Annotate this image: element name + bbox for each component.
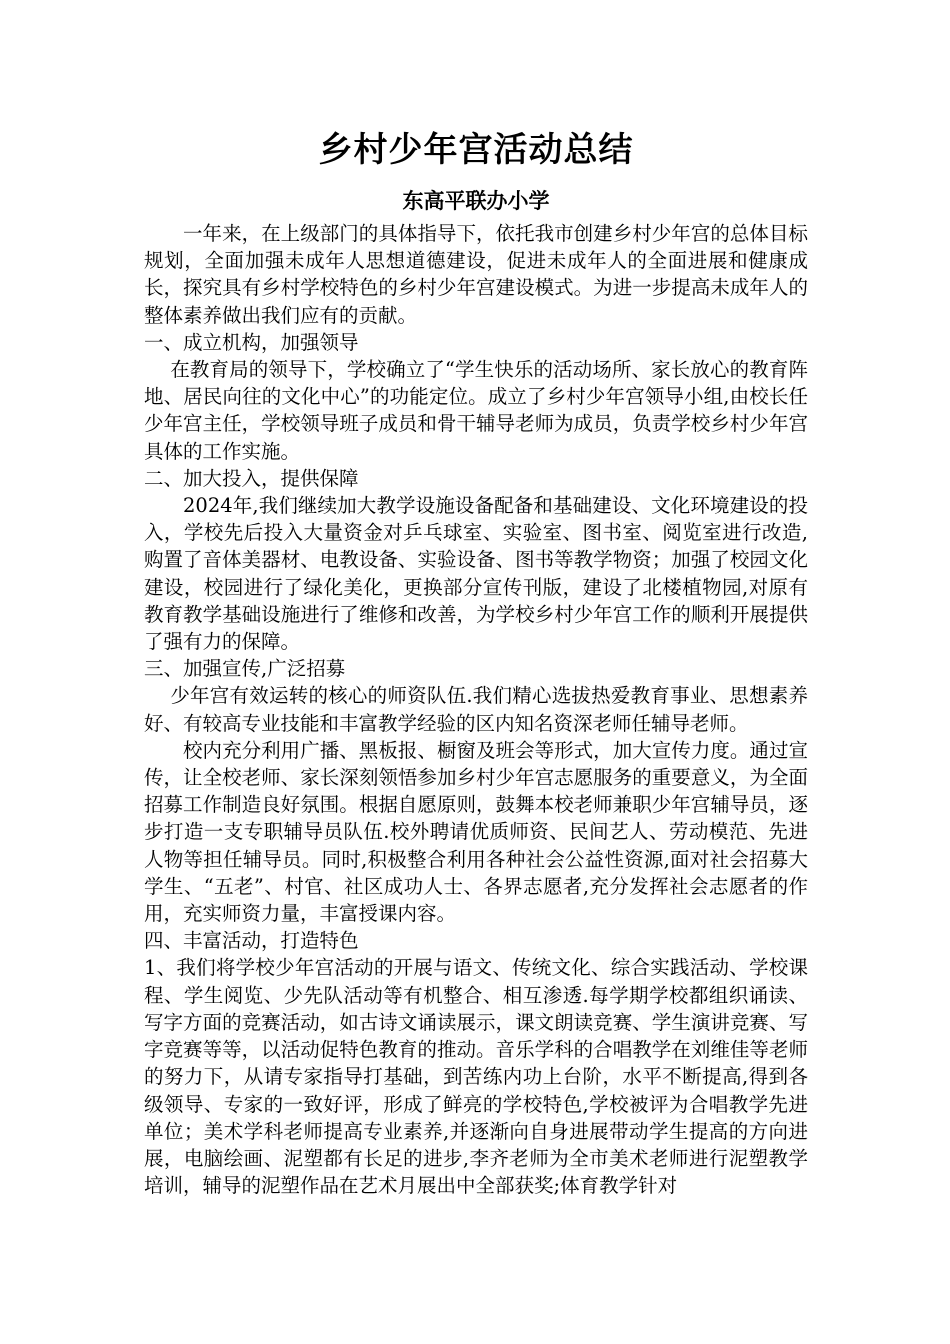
section-2-paragraph-1: 2024年,我们继续加大教学设施设备配备和基础建设、文化环境建设的投入，学校先后投入大量资金对乒乓球室、实验室、图书室、阅览室进行改造,购置了音体美器材、电教设备、实验设备、图书等教学物资；加强了校园文化建设，校园进行了绿化美化，更换部分宣传刊版，建设了北楼植物园,对原有教育教学基础设施进行了维修和改善，为学校乡村少年宫工作的顺利开展提供了强有力的保障。: [144, 494, 808, 654]
section-heading-2: 二、加大投入，提供保障: [144, 466, 359, 490]
document-page: [144, 126, 808, 1199]
section-1-paragraph-1: 在教育局的领导下，学校确立了“学生快乐的活动场所、家长放心的教育阵地、居民向往的文化中心”的功能定位。成立了乡村少年宫领导小组,由校长任少年宫主任，学校领导班子成员和骨干辅导老师为成员，负责学校乡村少年宫具体的工作实施。: [144, 358, 808, 463]
section-3-paragraph-1: 少年宫有效运转的核心的师资队伍.我们精心选拔热爱教育事业、思想素养好、有较高专业技能和丰富教学经验的区内知名资深老师任辅导老师。: [144, 684, 808, 735]
section-heading-4: 四、丰富活动，打造特色: [144, 929, 359, 953]
document-title: 乡村少年宫活动总结: [318, 130, 634, 170]
intro-paragraph: 一年来，在上级部门的具体指导下，依托我市创建乡村少年宫的总体目标规划，全面加强未成年人思想道德建设，促进未成年人的全面进展和健康成长，探究具有乡村学校特色的乡村少年宫建设模式。为进一步提高未成年人的整体素养做出我们应有的贡献。: [144, 222, 808, 327]
document-subtitle: 东高平联办小学: [402, 189, 550, 213]
section-3-paragraph-2: 校内充分利用广播、黑板报、橱窗及班会等形式，加大宣传力度。通过宣传，让全校老师、家长深刻领悟参加乡村少年宫志愿服务的重要意义，为全面招募工作制造良好氛围。根据自愿原则，鼓舞本校老师兼职少年宫辅导员，逐步打造一支专职辅导员队伍.校外聘请优质师资、民间艺人、劳动模范、先进人物等担任辅导员。同时,积极整合利用各种社会公益性资源,面对社会招募大学生、“五老”、村官、社区成功人士、各界志愿者,充分发挥社会志愿者的作用，充实师资力量，丰富授课内容。: [144, 738, 808, 926]
section-heading-3: 三、加强宣传,广泛招募: [144, 657, 346, 681]
section-4-paragraph-1: 1、我们将学校少年宫活动的开展与语文、传统文化、综合实践活动、学校课程、学生阅览、少先队活动等有机整合、相互渗透.每学期学校都组织诵读、写字方面的竞赛活动，如古诗文诵读展示，课文朗读竞赛、学生演讲竞赛、写字竞赛等等，以活动促特色教育的推动。音乐学科的合唱教学在刘维佳等老师的努力下，从请专家指导打基础，到苦练内功上台阶，水平不断提高,得到各级领导、专家的一致好评，形成了鲜亮的学校特色,学校被评为合唱教学先进单位；美术学科老师提高专业素养,并逐渐向自身进展带动学生提高的方向进展，电脑绘画、泥塑都有长足的进步,李齐老师为全市美术老师进行泥塑教学培训，辅导的泥塑作品在艺术月展出中全部获奖;体育教学针对: [144, 956, 808, 1198]
section-heading-1: 一、成立机构，加强领导: [144, 330, 359, 354]
